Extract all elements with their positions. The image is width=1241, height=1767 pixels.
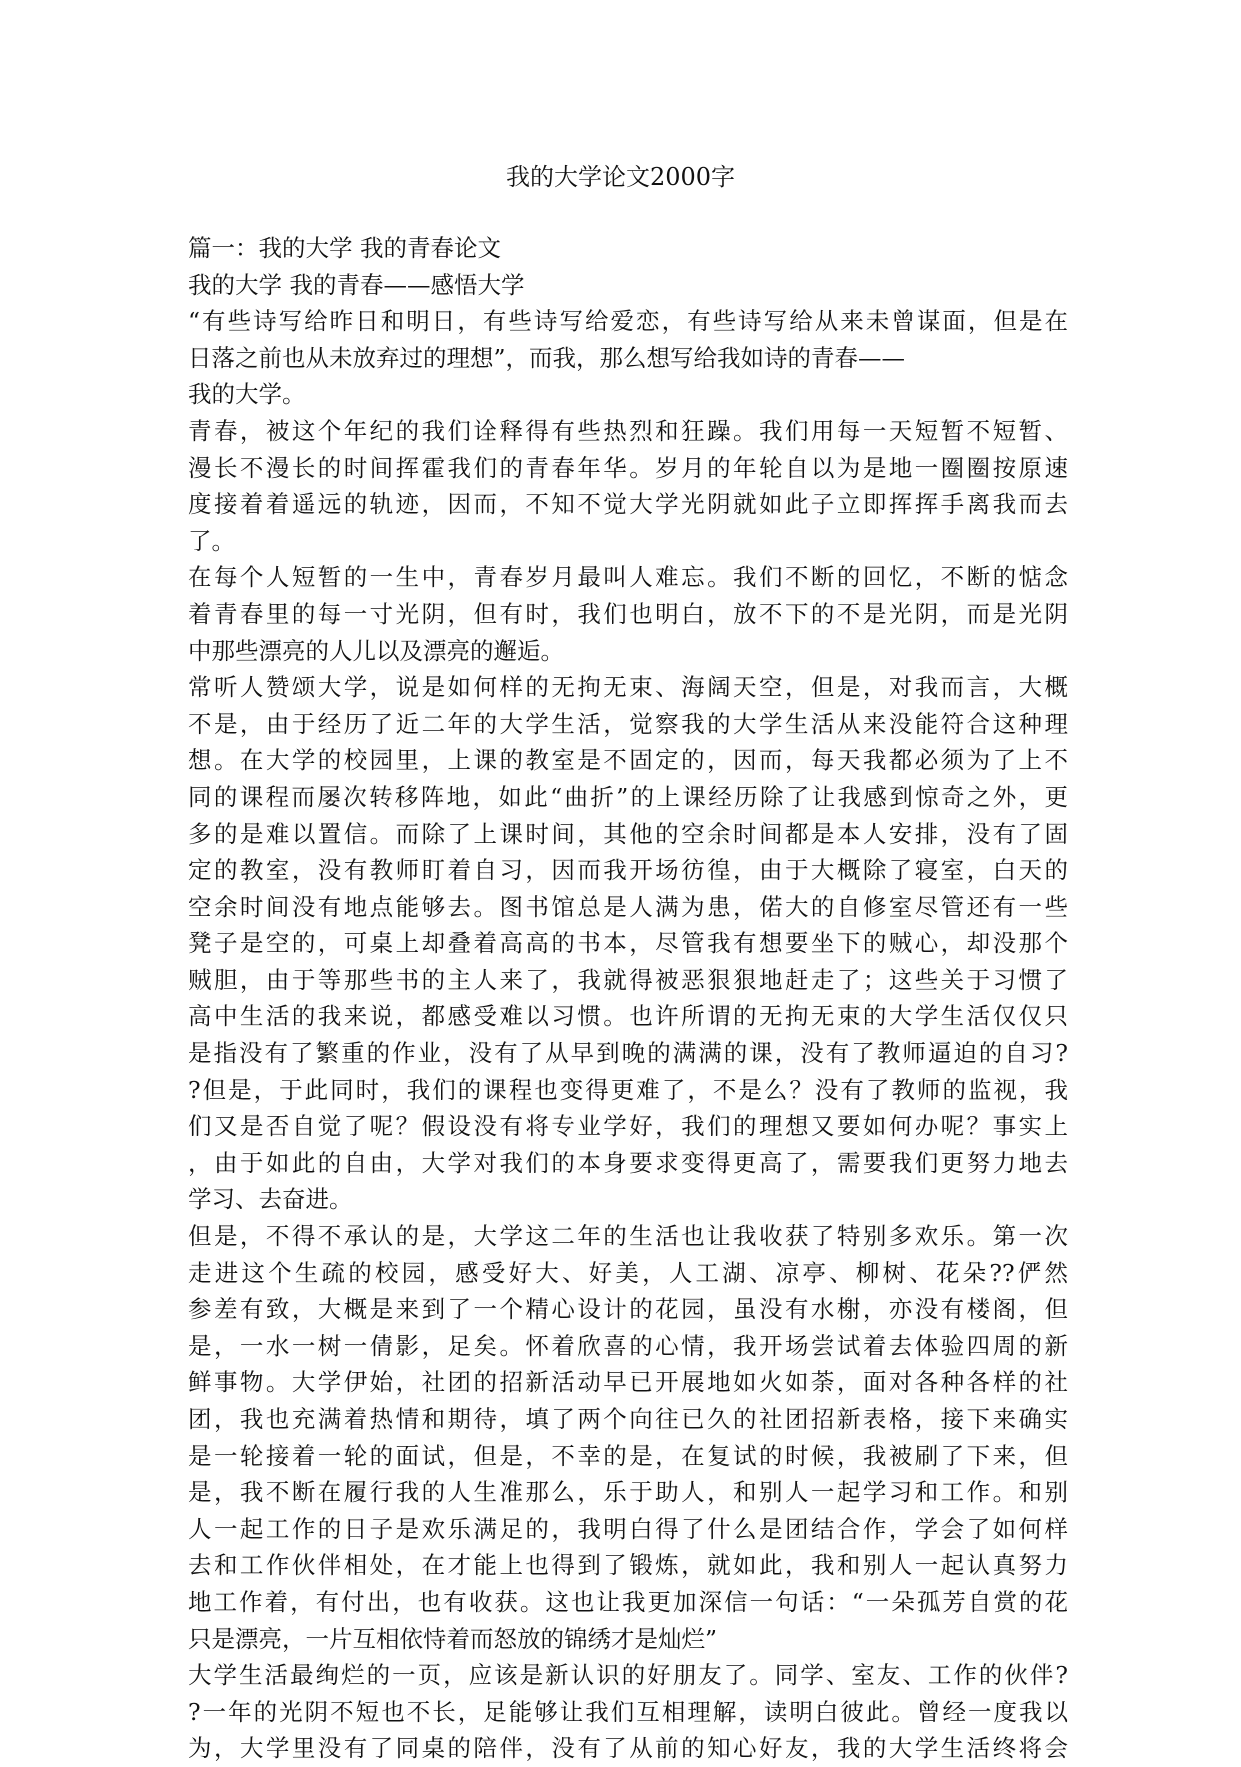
text-line: 在每个人短暂的一生中，青春岁月最叫人难忘。我们不断的回忆，不断的惦念 [188,563,1068,592]
text-line: 只是漂亮，一片互相依恃着而怒放的锦绣才是灿烂” [188,1624,718,1653]
text-line: 大学生活最绚烂的一页，应该是新认识的好朋友了。同学、室友、工作的伙伴? [188,1661,1068,1690]
text-line: 人一起工作的日子是欢乐满足的，我明白得了什么是团结合作，学会了如何样 [188,1514,1068,1543]
text-line: 高中生活的我来说，都感受难以习惯。也许所谓的无拘无束的大学生活仅仅只 [188,1002,1068,1031]
text-line: 我的大学 我的青春——感悟大学 [188,270,525,299]
text-line: 学习、去奋进。 [188,1185,353,1214]
text-line: 不是，由于经历了近二年的大学生活，觉察我的大学生活从来没能符合这种理 [188,709,1068,738]
text-line: 了。 [188,526,235,555]
document-title: 我的大学论文2000字 [505,163,736,191]
text-line: 是，一水一树一倩影，足矣。怀着欣喜的心情，我开场尝试着去体验四周的新 [188,1331,1068,1360]
text-line: 们又是否自觉了呢？假设没有将专业学好，我们的理想又要如何办呢？事实上 [188,1112,1068,1141]
text-line: 地工作着，有付出，也有收获。这也让我更加深信一句话：“一朵孤芳自赏的花 [188,1587,1068,1616]
text-line: 但是，不得不承认的是，大学这二年的生活也让我收获了特别多欢乐。第一次 [188,1222,1068,1251]
text-line: 青春，被这个年纪的我们诠释得有些热烈和狂躁。我们用每一天短暂不短暂、 [188,416,1068,445]
text-line: ?但是，于此同时，我们的课程也变得更难了，不是么？没有了教师的监视，我 [188,1075,1068,1104]
text-line: 去和工作伙伴相处，在才能上也得到了锻炼，就如此，我和别人一起认真努力 [188,1551,1068,1580]
text-line: 同的课程而屡次转移阵地，如此“曲折”的上课经历除了让我感到惊奇之外，更 [188,782,1068,811]
text-line: 篇一：我的大学 我的青春论文 [188,234,501,262]
text-line: 是指没有了繁重的作业，没有了从早到晚的满满的课，没有了教师逼迫的自习? [188,1039,1068,1068]
text-line: 是一轮接着一轮的面试，但是，不幸的是，在复试的时候，我被刷了下来，但 [188,1441,1068,1470]
text-line: 日落之前也从未放弃过的理想”，而我，那么想写给我如诗的青春—— [188,343,906,372]
text-line: “有些诗写给昨日和明日，有些诗写给爱恋，有些诗写给从来未曾谋面，但是在 [188,307,1068,336]
text-line: ?一年的光阴不短也不长，足能够让我们互相理解，读明白彼此。曾经一度我以 [188,1697,1068,1726]
text-line: 鲜事物。大学伊始，社团的招新活动早已开展地如火如荼，面对各种各样的社 [188,1368,1068,1397]
text-line: 凳子是空的，可桌上却叠着高高的书本，尽管我有想要坐下的贼心，却没那个 [188,929,1068,958]
text-line: 参差有致，大概是来到了一个精心设计的花园，虽没有水榭，亦没有楼阁，但 [188,1295,1068,1324]
text-line: 为，大学里没有了同桌的陪伴，没有了从前的知心好友，我的大学生活终将会 [188,1734,1068,1763]
text-line: 走进这个生疏的校园，感受好大、好美，人工湖、凉亭、柳树、花朵??俨然 [188,1258,1068,1287]
text-line: 我的大学。 [188,380,306,409]
text-line: 是，我不断在履行我的人生准那么，乐于助人，和别人一起学习和工作。和别 [188,1478,1068,1507]
text-line: 空余时间没有地点能够去。图书馆总是人满为患，偌大的自修室尽管还有一些 [188,892,1068,921]
text-line: 多的是难以置信。而除了上课时间，其他的空余时间都是本人安排，没有了固 [188,819,1068,848]
text-line: 常听人赞颂大学，说是如何样的无拘无束、海阔天空，但是，对我而言，大概 [188,673,1068,702]
document-body [188,230,1068,1767]
text-line: 贼胆，由于等那些书的主人来了，我就得被恶狠狠地赶走了；这些关于习惯了 [188,965,1068,994]
text-line: 团，我也充满着热情和期待，填了两个向往已久的社团招新表格，接下来确实 [188,1405,1068,1433]
text-line: 想。在大学的校园里，上课的教室是不固定的，因而，每天我都必须为了上不 [188,746,1068,775]
text-line: 中那些漂亮的人儿以及漂亮的邂逅。 [188,636,564,665]
text-line: 漫长不漫长的时间挥霍我们的青春年华。岁月的年轮自以为是地一圈圈按原速 [188,453,1068,482]
text-line: 着青春里的每一寸光阴，但有时，我们也明白，放不下的不是光阴，而是光阴 [188,599,1068,628]
text-line: 度接着着遥远的轨迹，因而，不知不觉大学光阴就如此子立即挥挥手离我而去 [188,490,1068,519]
text-line: 定的教室，没有教师盯着自习，因而我开场彷徨，由于大概除了寝室，白天的 [188,856,1068,885]
text-line: ，由于如此的自由，大学对我们的本身要求变得更高了，需要我们更努力地去 [188,1148,1068,1177]
